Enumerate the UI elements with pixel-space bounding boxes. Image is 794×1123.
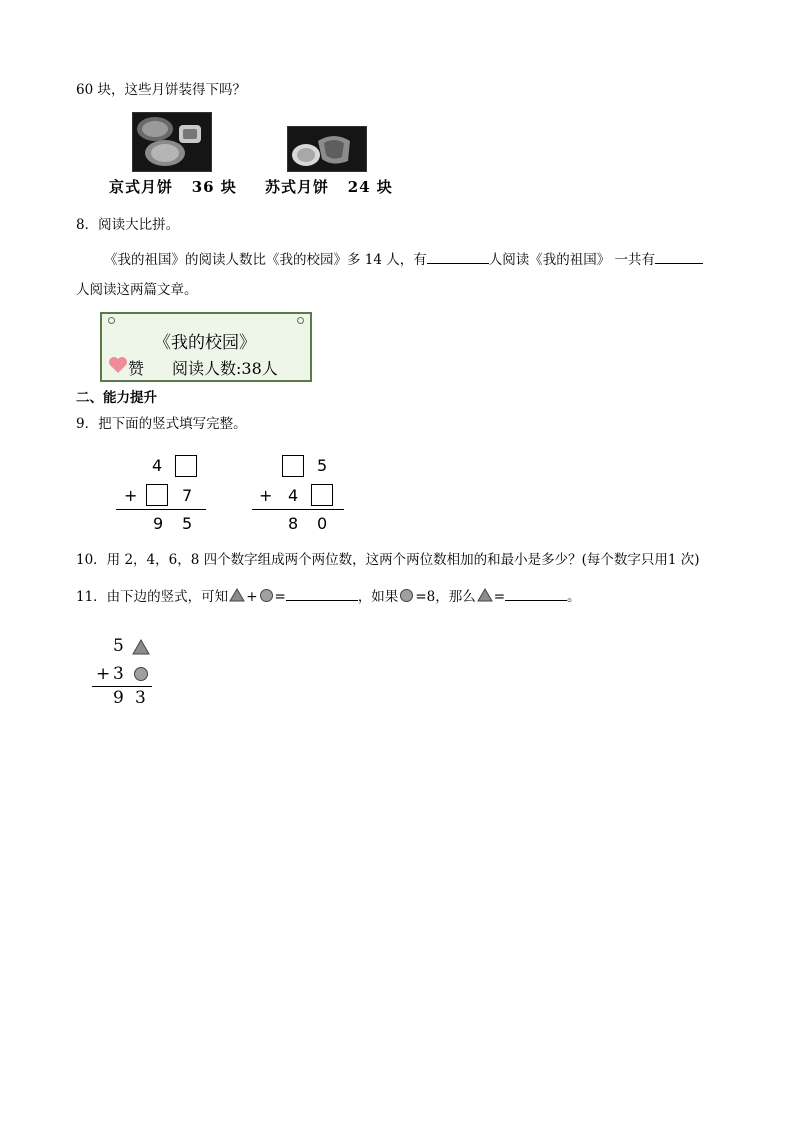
section-title: 二、能力提升 — [76, 390, 157, 406]
q9-right-rule — [252, 509, 344, 510]
answer-blank-1[interactable] — [427, 249, 489, 264]
answer-blank-4[interactable] — [505, 586, 567, 601]
circle-icon — [399, 588, 414, 603]
circle-icon — [133, 666, 149, 686]
q9-right-result-ones: 0 — [317, 514, 328, 533]
su-caption: 苏式月饼 24 块 — [265, 178, 393, 196]
q9-right-box-1[interactable] — [282, 455, 304, 477]
q11-result-ones: 3 — [135, 688, 146, 708]
q8-title: 8．阅读大比拼。 — [76, 217, 180, 233]
q9-left-box-1[interactable] — [175, 455, 197, 477]
q11-rule — [92, 686, 152, 687]
circle-icon — [259, 588, 274, 603]
q9-right-top-digit: 5 — [317, 456, 328, 475]
q9-right-box-2[interactable] — [311, 484, 333, 506]
like-label: 赞 — [128, 359, 145, 378]
q7-text: 60 块，这些月饼装得下吗？ — [76, 82, 246, 98]
q9-right-result-tens: 8 — [288, 514, 299, 533]
q9-left-result-ones: 5 — [182, 514, 193, 533]
q9-left-result-tens: 9 — [153, 514, 164, 533]
q11-result-tens: 9 — [113, 688, 124, 708]
q9-left-mid-digit: 7 — [182, 486, 193, 505]
q9-title: 9．把下面的竖式填写完整。 — [76, 416, 247, 432]
answer-blank-2[interactable] — [655, 249, 703, 264]
q10-text: 10．用 2，4，6，8 四个数字组成两个两位数，这两个两位数相加的和最小是多少？(每个数字只用1 次) — [76, 552, 700, 568]
pin-left-icon — [108, 317, 115, 324]
triangle-icon — [477, 588, 493, 602]
jing-mooncake-image — [132, 112, 212, 172]
readers-count: 阅读人数:38人 — [172, 359, 278, 378]
triangle-icon — [229, 588, 245, 602]
su-mooncake-image — [287, 126, 367, 172]
q9-left-rule — [116, 509, 206, 510]
answer-blank-3[interactable] — [286, 586, 358, 601]
pin-right-icon — [297, 317, 304, 324]
reading-card — [100, 312, 312, 382]
q8-line1: 《我的祖国》的阅读人数比《我的校园》多 14 人，有 人阅读《我的祖国》 一共有 — [104, 249, 703, 269]
card-title: 《我的校园》 — [154, 333, 256, 353]
q9-left-box-2[interactable] — [146, 484, 168, 506]
q9-right-mid-digit: 4 — [288, 486, 299, 505]
q11-text: 11．由下边的竖式，可知 + = ，如果 =8，那么 = 。 — [76, 586, 581, 606]
q11-top-digit: 5 — [113, 636, 124, 656]
q9-left-plus: + — [124, 486, 138, 505]
jing-caption: 京式月饼 36 块 — [109, 178, 237, 196]
triangle-icon — [132, 639, 150, 659]
q9-left-top-digit: 4 — [152, 456, 163, 475]
q11-mid-digit: 3 — [113, 664, 124, 684]
q11-plus: + — [96, 664, 111, 684]
heart-icon — [108, 356, 128, 378]
q9-right-plus: + — [259, 486, 273, 505]
q8-line2: 人阅读这两篇文章。 — [76, 282, 198, 298]
